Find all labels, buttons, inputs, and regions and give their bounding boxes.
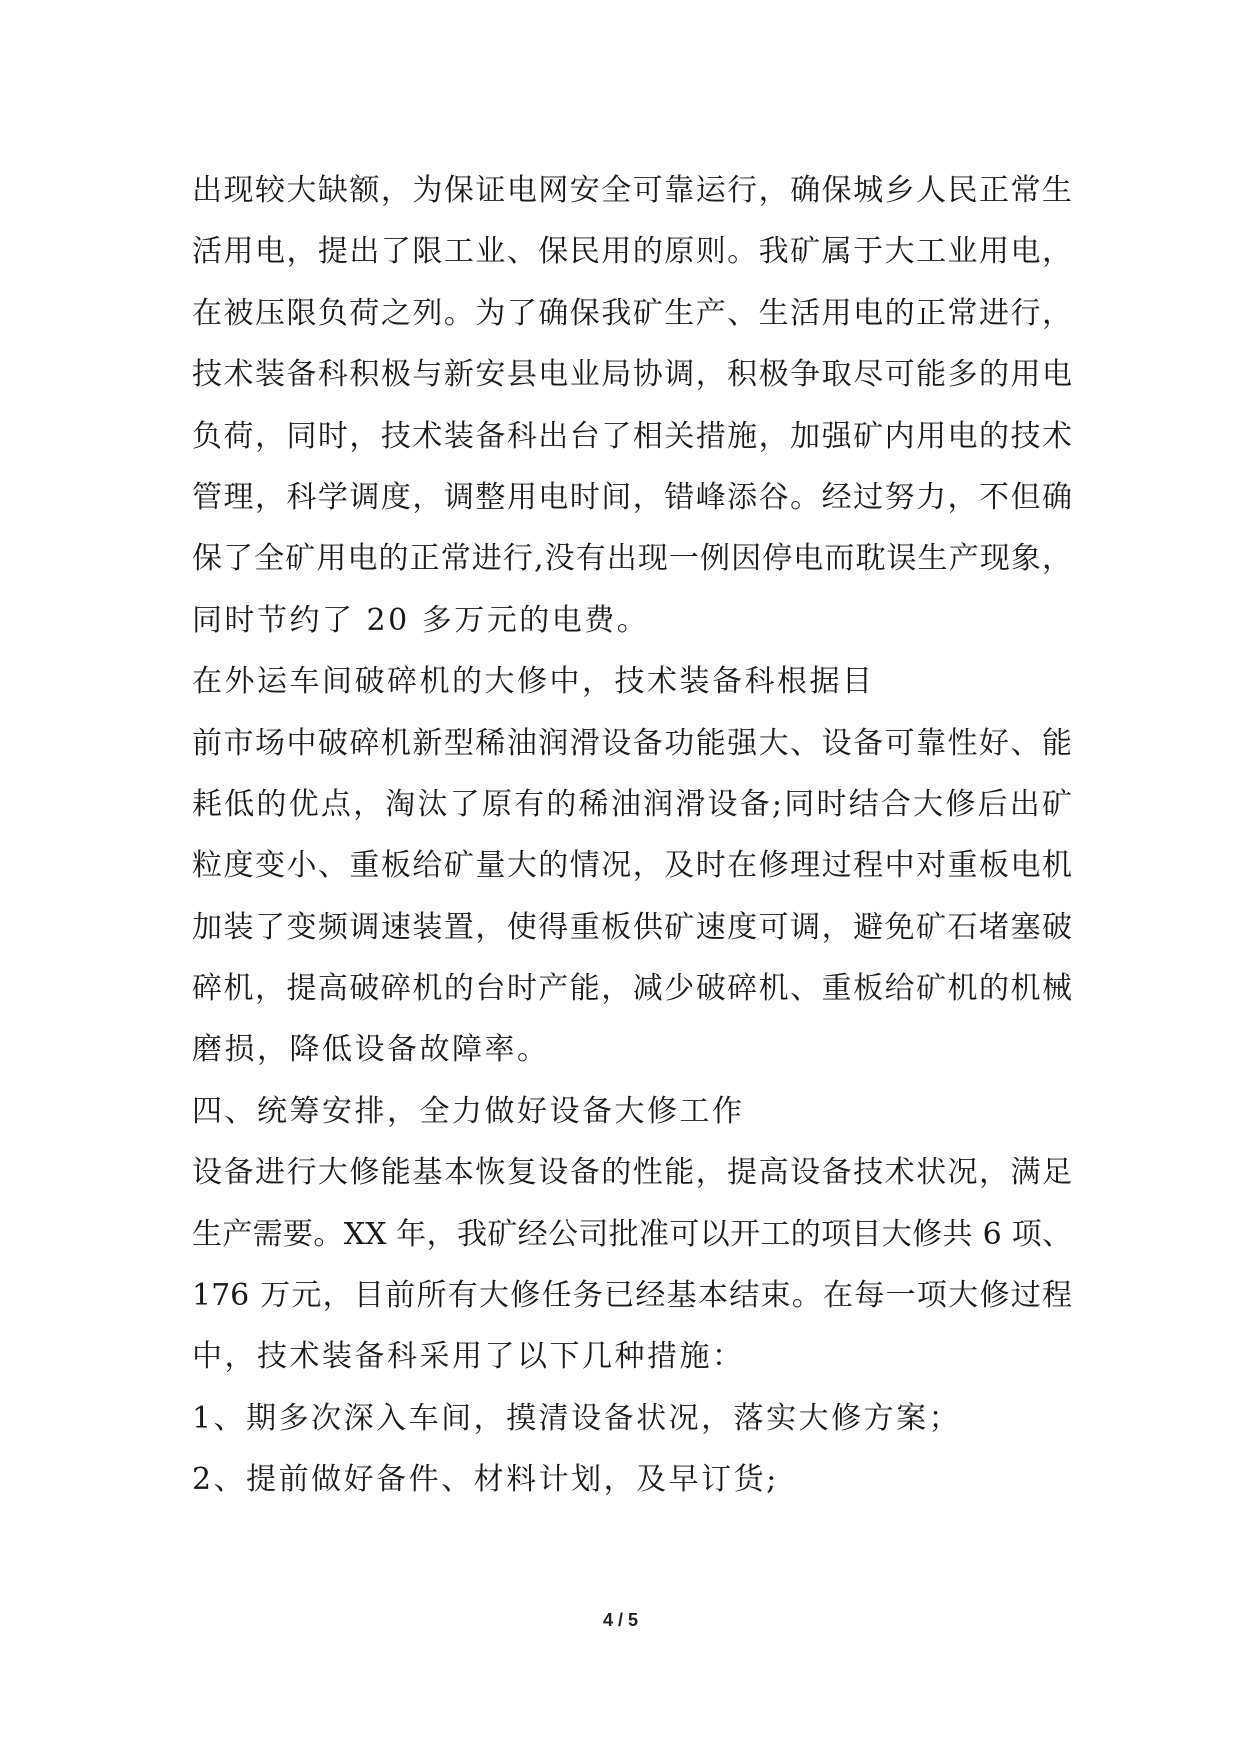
text-line: 在被压限负荷之列。为了确保我矿生产、生活用电的正常进行， bbox=[192, 295, 1072, 331]
text-line: 保了全矿用电的正常进行,没有出现一例因停电而耽误生产现象， bbox=[192, 541, 1072, 577]
text-line: 同时节约了 20 多万元的电费。 bbox=[192, 602, 650, 638]
text-line: 176 万元，目前所有大修任务已经基本结束。在每一项大修过程 bbox=[192, 1278, 1072, 1314]
text-line: 负荷，同时，技术装备科出台了相关措施，加强矿内用电的技术 bbox=[192, 418, 1072, 454]
list-item: 2、提前做好备件、材料计划，及早订货; bbox=[192, 1462, 779, 1498]
text-line: 磨损，降低设备故障率。 bbox=[192, 1032, 550, 1068]
text-line: 中，技术装备科采用了以下几种措施： bbox=[192, 1339, 745, 1375]
text-line: 生产需要。XX 年，我矿经公司批准可以开工的项目大修共 6 项、 bbox=[192, 1216, 1072, 1252]
text-line: 耗低的优点，淘汰了原有的稀油润滑设备;同时结合大修后出矿 bbox=[192, 786, 1072, 822]
text-line: 碎机，提高破碎机的台时产能，减少破碎机、重板给矿机的机械 bbox=[192, 971, 1072, 1007]
text-line: 技术装备科积极与新安县电业局协调，积极争取尽可能多的用电 bbox=[192, 357, 1072, 393]
list-item: 1、期多次深入车间，摸清设备状况，落实大修方案； bbox=[192, 1400, 962, 1436]
text-line: 管理，科学调度，调整用电时间，错峰添谷。经过努力，不但确 bbox=[192, 479, 1072, 515]
text-line: 加装了变频调速装置，使得重板供矿速度可调，避免矿石堵塞破 bbox=[192, 909, 1072, 945]
text-line: 前市场中破碎机新型稀油润滑设备功能强大、设备可靠性好、能 bbox=[192, 725, 1072, 761]
text-line: 出现较大缺额，为保证电网安全可靠运行，确保城乡人民正常生 bbox=[192, 173, 1072, 208]
text-line: 在外运车间破碎机的大修中，技术装备科根据目 bbox=[192, 664, 875, 700]
text-line: 设备进行大修能基本恢复设备的性能，提高设备技术状况，满足 bbox=[192, 1155, 1072, 1191]
section-heading: 四、统筹安排，全力做好设备大修工作 bbox=[192, 1093, 745, 1129]
text-line: 活用电，提出了限工业、保民用的原则。我矿属于大工业用电， bbox=[192, 234, 1072, 270]
body-text bbox=[192, 160, 1072, 1511]
text-line: 粒度变小、重板给矿量大的情况，及时在修理过程中对重板电机 bbox=[192, 848, 1072, 884]
page-number: 4 / 5 bbox=[602, 1610, 639, 1630]
